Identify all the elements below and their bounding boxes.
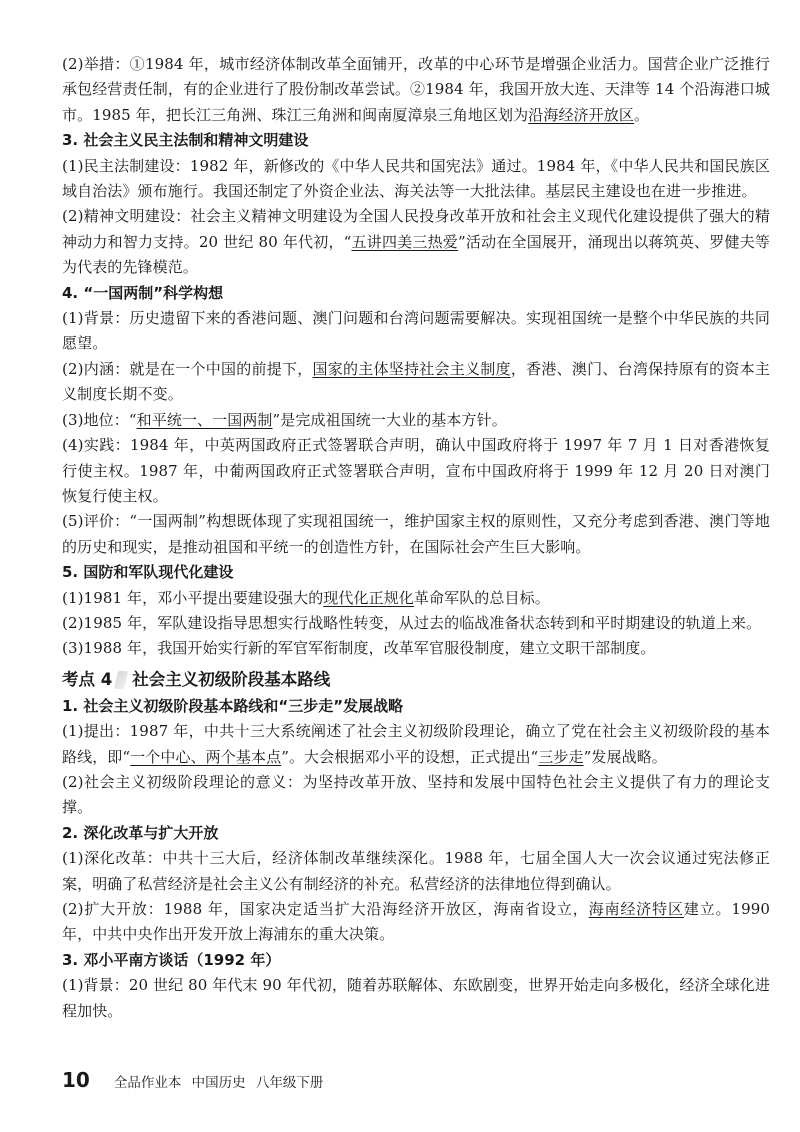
underlined-term: 和平统一、一国两制 <box>136 410 273 429</box>
kaodian-label: 考点 4 <box>62 669 113 689</box>
paragraph-deepen-reform: (1)深化改革：中共十三大后，经济体制改革继续深化。1988 年，七届全国人大一次会议通过宪法修正案，明确了私营经济是社会主义公有制经济的补充。私营经济的法律地位得到确认。 <box>62 849 770 893</box>
subsection-heading-2: 2. 深化改革与扩大开放 <box>62 823 219 842</box>
paragraph-1981: (1)1981 年，邓小平提出要建设强大的现代化正规化革命军队的总目标。 <box>62 588 550 607</box>
underlined-term: 国家的主体坚持社会主义制度 <box>312 359 511 378</box>
underlined-term: 五讲四美三热爱 <box>351 232 459 251</box>
page-content <box>62 52 770 1024</box>
paragraph-status: (3)地位：“和平统一、一国两制”是完成祖国统一大业的基本方针。 <box>62 410 507 429</box>
underlined-term: 现代化正规化 <box>323 588 414 607</box>
page-footer <box>62 1068 323 1092</box>
book-info: 全品作业本 中国历史 八年级下册 <box>113 1075 324 1091</box>
underlined-term: 三步走 <box>538 747 584 766</box>
paragraph-1988: (3)1988 年，我国开始实行新的军官军衔制度，改革军官服役制度，建立文职干部制度。 <box>62 639 656 658</box>
subsection-heading-3: 3. 邓小平南方谈话（1992 年） <box>62 950 281 969</box>
underlined-term: 沿海经济开放区 <box>528 105 634 124</box>
paragraph-measures: (2)举措：①1984 年，城市经济体制改革全面铺开，改革的中心环节是增强企业活力。国营企业广泛推行承包经营责任制，有的企业进行了股份制改革尝试。②1984 年，我国开放大连、天津等 14 个沿海港口城市。1985 年，把长江三角洲、珠江三角洲和闽南厦漳泉三角地区划为沿海经济开放区。 <box>62 55 770 124</box>
paragraph-background: (1)背景：历史遗留下来的香港问题、澳门问题和台湾问题需要解决。实现祖国统一是整个中华民族的共同愿望。 <box>62 309 770 353</box>
underlined-term: 一个中心、两个基本点 <box>130 747 282 766</box>
paragraph-southern-tour-background: (1)背景：20 世纪 80 年代末 90 年代初，随着苏联解体、东欧剧变，世界开始走向多极化，经济全球化进程加快。 <box>62 976 770 1020</box>
section-heading-3: 3. 社会主义民主法制和精神文明建设 <box>62 131 309 150</box>
subsection-heading-1: 1. 社会主义初级阶段基本路线和“三步走”发展战略 <box>62 696 404 715</box>
paragraph-spiritual-civilization: (2)精神文明建设：社会主义精神文明建设为全国人民投身改革开放和社会主义现代化建设提供了强大的精神动力和智力支持。20 世纪 80 年代初，“五讲四美三热爱”活动在全国展开，涌现出以蒋筑英、罗健夫等为代表的先锋模范。 <box>62 207 771 277</box>
paragraph-proposal: (1)提出：1987 年，中共十三大系统阐述了社会主义初级阶段理论，确立了党在社会主义初级阶段的基本路线，即“一个中心、两个基本点”。大会根据邓小平的设想，正式提出“三步走”发展战略。 <box>62 722 770 766</box>
slash-decoration-icon <box>114 671 128 689</box>
kaodian-title: 社会主义初级阶段基本路线 <box>132 669 331 689</box>
paragraph-connotation: (2)内涵：就是在一个中国的前提下，国家的主体坚持社会主义制度，香港、澳门、台湾保持原有的资本主义制度长期不变。 <box>62 359 770 404</box>
paragraph-democracy-law: (1)民主法制建设：1982 年，新修改的《中华人民共和国宪法》通过。1984 年，《中华人民共和国民族区域自治法》颁布施行。我国还制定了外资企业法、海关法等一大批法律。基层民主建设也在进一步推进。 <box>62 156 770 201</box>
paragraph-significance: (2)社会主义初级阶段理论的意义：为坚持改革开放、坚持和发展中国特色社会主义提供了有力的理论支撑。 <box>62 772 770 817</box>
underlined-term: 海南经济特区 <box>588 900 684 918</box>
paragraph-1985: (2)1985 年，军队建设指导思想实行战略性转变，从过去的临战准备状态转到和平时期建设的轨道上来。 <box>62 613 762 632</box>
page-number: 10 <box>62 1068 90 1092</box>
paragraph-practice: (4)实践：1984 年，中英两国政府正式签署联合声明，确认中国政府将于 1997 年 7 月 1 日对香港恢复行使主权。1987 年，中葡两国政府正式签署联合声明，宣布中国政府将于 1999 年 12 月 20 日对澳门恢复行使主权。 <box>62 436 770 505</box>
paragraph-expand-opening: (2)扩大开放：1988 年，国家决定适当扩大沿海经济开放区，海南省设立，海南经济特区建立。1990 年，中共中央作出开发开放上海浦东的重大决策。 <box>62 900 770 944</box>
kaodian-heading <box>62 666 770 694</box>
paragraph-evaluation: (5)评价：“一国两制”构想既体现了实现祖国统一，维护国家主权的原则性，又充分考虑到香港、澳门等地的历史和现实，是推动祖国和平统一的创造性方针，在国际社会产生巨大影响。 <box>62 512 770 556</box>
section-heading-4: 4. “一国两制”科学构想 <box>62 283 224 302</box>
section-heading-5: 5. 国防和军队现代化建设 <box>62 563 234 582</box>
